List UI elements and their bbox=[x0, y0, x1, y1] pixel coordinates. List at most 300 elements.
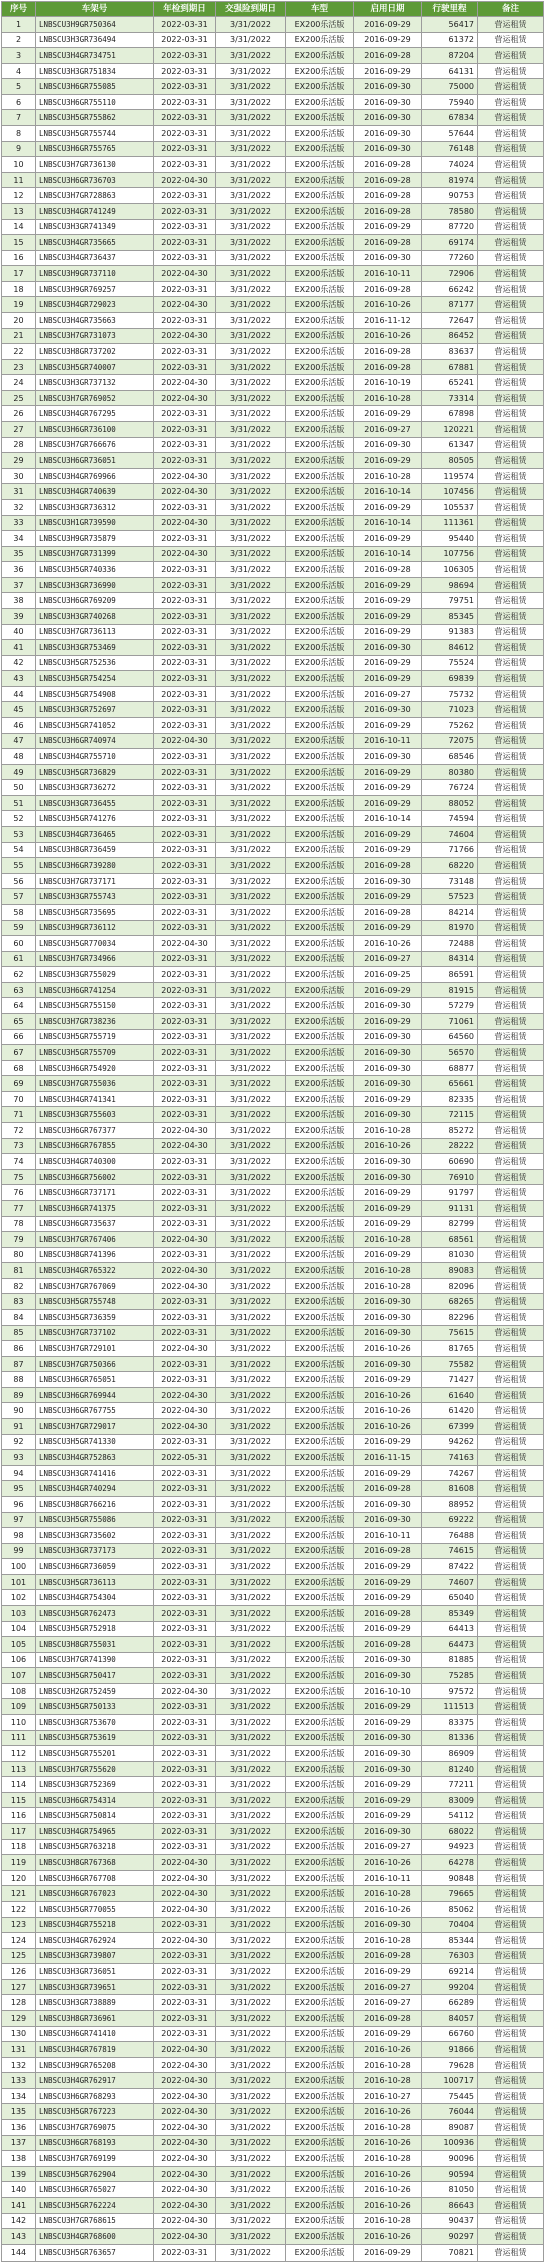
cell-index: 66 bbox=[2, 1029, 36, 1045]
cell-vin: LNBSCU3H6GR767708 bbox=[36, 1870, 154, 1886]
cell-model: EX200乐活版 bbox=[286, 2026, 354, 2042]
cell-start-date: 2016-09-29 bbox=[354, 453, 422, 469]
cell-note: 营运租赁 bbox=[478, 1372, 544, 1388]
cell-vin: LNBSCU3H7GR769199 bbox=[36, 2151, 154, 2167]
cell-note: 营运租赁 bbox=[478, 2088, 544, 2104]
cell-insurance-due: 3/31/2022 bbox=[216, 827, 286, 843]
cell-vin: LNBSCU3H4GR729023 bbox=[36, 297, 154, 313]
cell-note: 营运租赁 bbox=[478, 873, 544, 889]
cell-insurance-due: 3/31/2022 bbox=[216, 2151, 286, 2167]
cell-insurance-due: 3/31/2022 bbox=[216, 2244, 286, 2261]
cell-note: 营运租赁 bbox=[478, 998, 544, 1014]
cell-start-date: 2016-10-26 bbox=[354, 2182, 422, 2198]
cell-index: 112 bbox=[2, 1746, 36, 1762]
cell-index: 138 bbox=[2, 2151, 36, 2167]
cell-note: 营运租赁 bbox=[478, 203, 544, 219]
cell-vin: LNBSCU3H5GR763218 bbox=[36, 1839, 154, 1855]
cell-index: 63 bbox=[2, 982, 36, 998]
cell-start-date: 2016-09-30 bbox=[354, 1294, 422, 1310]
cell-insurance-due: 3/31/2022 bbox=[216, 172, 286, 188]
table-row bbox=[2, 718, 544, 734]
cell-insurance-due: 3/31/2022 bbox=[216, 1232, 286, 1248]
cell-inspection-due: 2022-04-30 bbox=[154, 390, 216, 406]
cell-model: EX200乐活版 bbox=[286, 1091, 354, 1107]
cell-vin: LNBSCU3H9GR735879 bbox=[36, 531, 154, 547]
cell-insurance-due: 3/31/2022 bbox=[216, 889, 286, 905]
cell-model: EX200乐活版 bbox=[286, 1434, 354, 1450]
cell-note: 营运租赁 bbox=[478, 1107, 544, 1123]
table-row bbox=[2, 1356, 544, 1372]
cell-inspection-due: 2022-04-30 bbox=[154, 1387, 216, 1403]
cell-start-date: 2016-09-30 bbox=[354, 702, 422, 718]
cell-model: EX200乐活版 bbox=[286, 577, 354, 593]
cell-index: 82 bbox=[2, 1278, 36, 1294]
table-row bbox=[2, 2011, 544, 2027]
table-row bbox=[2, 531, 544, 547]
table-row bbox=[2, 1309, 544, 1325]
cell-mileage: 65241 bbox=[422, 375, 478, 391]
cell-inspection-due: 2022-03-31 bbox=[154, 1839, 216, 1855]
cell-mileage: 75285 bbox=[422, 1668, 478, 1684]
cell-model: EX200乐活版 bbox=[286, 1169, 354, 1185]
cell-insurance-due: 3/31/2022 bbox=[216, 1870, 286, 1886]
cell-mileage: 65040 bbox=[422, 1590, 478, 1606]
cell-index: 104 bbox=[2, 1621, 36, 1637]
table-row bbox=[2, 1995, 544, 2011]
cell-index: 37 bbox=[2, 577, 36, 593]
cell-note: 营运租赁 bbox=[478, 951, 544, 967]
cell-inspection-due: 2022-03-31 bbox=[154, 1979, 216, 1995]
table-row bbox=[2, 297, 544, 313]
table-row bbox=[2, 1964, 544, 1980]
cell-vin: LNBSCU3H7GR736130 bbox=[36, 157, 154, 173]
cell-note: 营运租赁 bbox=[478, 702, 544, 718]
cell-vin: LNBSCU3H4GR736465 bbox=[36, 827, 154, 843]
cell-vin: LNBSCU3H5GR755719 bbox=[36, 1029, 154, 1045]
table-row bbox=[2, 1465, 544, 1481]
cell-insurance-due: 3/31/2022 bbox=[216, 733, 286, 749]
cell-insurance-due: 3/31/2022 bbox=[216, 1574, 286, 1590]
cell-index: 132 bbox=[2, 2057, 36, 2073]
cell-note: 营运租赁 bbox=[478, 390, 544, 406]
cell-inspection-due: 2022-03-31 bbox=[154, 281, 216, 297]
table-row bbox=[2, 1699, 544, 1715]
cell-vin: LNBSCU3H5GR762473 bbox=[36, 1605, 154, 1621]
cell-vin: LNBSCU3H6GR767855 bbox=[36, 1138, 154, 1154]
cell-note: 营运租赁 bbox=[478, 842, 544, 858]
cell-vin: LNBSCU3H5GR736113 bbox=[36, 1574, 154, 1590]
cell-insurance-due: 3/31/2022 bbox=[216, 79, 286, 95]
cell-note: 营运租赁 bbox=[478, 1746, 544, 1762]
cell-note: 营运租赁 bbox=[478, 157, 544, 173]
table-row bbox=[2, 328, 544, 344]
cell-mileage: 75524 bbox=[422, 655, 478, 671]
cell-insurance-due: 3/31/2022 bbox=[216, 2229, 286, 2245]
table-row bbox=[2, 795, 544, 811]
cell-insurance-due: 3/31/2022 bbox=[216, 1964, 286, 1980]
cell-vin: LNBSCU3H6GR769944 bbox=[36, 1387, 154, 1403]
cell-model: EX200乐活版 bbox=[286, 328, 354, 344]
cell-model: EX200乐活版 bbox=[286, 79, 354, 95]
cell-vin: LNBSCU3H5GR736829 bbox=[36, 764, 154, 780]
cell-start-date: 2016-09-30 bbox=[354, 79, 422, 95]
cell-mileage: 75582 bbox=[422, 1356, 478, 1372]
cell-mileage: 68220 bbox=[422, 858, 478, 874]
cell-inspection-due: 2022-03-31 bbox=[154, 702, 216, 718]
cell-mileage: 90848 bbox=[422, 1870, 478, 1886]
cell-start-date: 2016-09-29 bbox=[354, 577, 422, 593]
vehicle-table bbox=[1, 1, 544, 2262]
table-row bbox=[2, 281, 544, 297]
table-row bbox=[2, 1886, 544, 1902]
table-row bbox=[2, 1325, 544, 1341]
cell-mileage: 82296 bbox=[422, 1309, 478, 1325]
cell-model: EX200乐活版 bbox=[286, 1933, 354, 1949]
table-row bbox=[2, 1216, 544, 1232]
table-row bbox=[2, 1076, 544, 1092]
table-row bbox=[2, 2057, 544, 2073]
cell-model: EX200乐活版 bbox=[286, 2073, 354, 2089]
cell-mileage: 81885 bbox=[422, 1652, 478, 1668]
cell-inspection-due: 2022-04-30 bbox=[154, 468, 216, 484]
cell-insurance-due: 3/31/2022 bbox=[216, 235, 286, 251]
cell-model: EX200乐活版 bbox=[286, 297, 354, 313]
cell-index: 67 bbox=[2, 1045, 36, 1061]
cell-vin: LNBSCU3H4GR768600 bbox=[36, 2229, 154, 2245]
cell-index: 93 bbox=[2, 1450, 36, 1466]
cell-start-date: 2016-09-28 bbox=[354, 172, 422, 188]
cell-note: 营运租赁 bbox=[478, 718, 544, 734]
cell-note: 营运租赁 bbox=[478, 1325, 544, 1341]
cell-inspection-due: 2022-04-30 bbox=[154, 1419, 216, 1435]
cell-inspection-due: 2022-03-31 bbox=[154, 1605, 216, 1621]
cell-insurance-due: 3/31/2022 bbox=[216, 1917, 286, 1933]
cell-start-date: 2016-09-30 bbox=[354, 126, 422, 142]
cell-mileage: 74594 bbox=[422, 811, 478, 827]
cell-inspection-due: 2022-03-31 bbox=[154, 1060, 216, 1076]
cell-start-date: 2016-09-30 bbox=[354, 998, 422, 1014]
cell-start-date: 2016-11-15 bbox=[354, 1450, 422, 1466]
cell-insurance-due: 3/31/2022 bbox=[216, 1029, 286, 1045]
cell-model: EX200乐活版 bbox=[286, 2011, 354, 2027]
cell-start-date: 2016-10-14 bbox=[354, 546, 422, 562]
cell-note: 营运租赁 bbox=[478, 780, 544, 796]
cell-start-date: 2016-10-26 bbox=[354, 1138, 422, 1154]
table-row bbox=[2, 250, 544, 266]
cell-index: 142 bbox=[2, 2213, 36, 2229]
cell-inspection-due: 2022-04-30 bbox=[154, 546, 216, 562]
cell-start-date: 2016-09-30 bbox=[354, 1652, 422, 1668]
table-row bbox=[2, 2166, 544, 2182]
cell-vin: LNBSCU3H3GR752697 bbox=[36, 702, 154, 718]
cell-model: EX200乐活版 bbox=[286, 2166, 354, 2182]
cell-vin: LNBSCU3H6GR736051 bbox=[36, 453, 154, 469]
cell-start-date: 2016-10-26 bbox=[354, 1419, 422, 1435]
cell-index: 30 bbox=[2, 468, 36, 484]
cell-start-date: 2016-10-26 bbox=[354, 328, 422, 344]
cell-note: 营运租赁 bbox=[478, 608, 544, 624]
cell-inspection-due: 2022-04-30 bbox=[154, 733, 216, 749]
cell-inspection-due: 2022-03-31 bbox=[154, 967, 216, 983]
table-row bbox=[2, 406, 544, 422]
cell-index: 10 bbox=[2, 157, 36, 173]
cell-mileage: 66242 bbox=[422, 281, 478, 297]
cell-start-date: 2016-09-27 bbox=[354, 1839, 422, 1855]
cell-mileage: 111513 bbox=[422, 1699, 478, 1715]
cell-note: 营运租赁 bbox=[478, 172, 544, 188]
cell-model: EX200乐活版 bbox=[286, 655, 354, 671]
cell-vin: LNBSCU3H4GR767295 bbox=[36, 406, 154, 422]
cell-start-date: 2016-09-29 bbox=[354, 920, 422, 936]
cell-model: EX200乐活版 bbox=[286, 1979, 354, 1995]
cell-vin: LNBSCU3H6GR768193 bbox=[36, 2135, 154, 2151]
cell-model: EX200乐活版 bbox=[286, 702, 354, 718]
table-row bbox=[2, 1543, 544, 1559]
cell-index: 58 bbox=[2, 904, 36, 920]
table-row bbox=[2, 1496, 544, 1512]
cell-mileage: 84057 bbox=[422, 2011, 478, 2027]
cell-vin: LNBSCU3H7GR737102 bbox=[36, 1325, 154, 1341]
cell-vin: LNBSCU3H4GR735663 bbox=[36, 312, 154, 328]
cell-insurance-due: 3/31/2022 bbox=[216, 1512, 286, 1528]
cell-insurance-due: 3/31/2022 bbox=[216, 1325, 286, 1341]
cell-vin: LNBSCU3H6GR739280 bbox=[36, 858, 154, 874]
cell-index: 141 bbox=[2, 2197, 36, 2213]
table-row bbox=[2, 1263, 544, 1279]
table-row bbox=[2, 2026, 544, 2042]
cell-insurance-due: 3/31/2022 bbox=[216, 1901, 286, 1917]
cell-mileage: 71427 bbox=[422, 1372, 478, 1388]
cell-note: 营运租赁 bbox=[478, 811, 544, 827]
cell-inspection-due: 2022-05-31 bbox=[154, 1450, 216, 1466]
cell-index: 130 bbox=[2, 2026, 36, 2042]
cell-index: 62 bbox=[2, 967, 36, 983]
cell-model: EX200乐活版 bbox=[286, 1668, 354, 1684]
cell-model: EX200乐活版 bbox=[286, 1232, 354, 1248]
cell-index: 113 bbox=[2, 1761, 36, 1777]
cell-start-date: 2016-09-29 bbox=[354, 1559, 422, 1575]
cell-inspection-due: 2022-03-31 bbox=[154, 1715, 216, 1731]
table-row bbox=[2, 702, 544, 718]
table-row bbox=[2, 967, 544, 983]
cell-mileage: 71061 bbox=[422, 1014, 478, 1030]
cell-mileage: 81765 bbox=[422, 1341, 478, 1357]
header-index: 序号 bbox=[2, 2, 36, 17]
cell-vin: LNBSCU3H6GR741254 bbox=[36, 982, 154, 998]
cell-index: 122 bbox=[2, 1901, 36, 1917]
cell-mileage: 106305 bbox=[422, 562, 478, 578]
cell-note: 营运租赁 bbox=[478, 795, 544, 811]
cell-start-date: 2016-09-30 bbox=[354, 1029, 422, 1045]
cell-index: 46 bbox=[2, 718, 36, 734]
cell-index: 73 bbox=[2, 1138, 36, 1154]
cell-model: EX200乐活版 bbox=[286, 936, 354, 952]
cell-insurance-due: 3/31/2022 bbox=[216, 1247, 286, 1263]
cell-model: EX200乐活版 bbox=[286, 1465, 354, 1481]
cell-note: 营运租赁 bbox=[478, 577, 544, 593]
cell-note: 营运租赁 bbox=[478, 1668, 544, 1684]
table-row bbox=[2, 1091, 544, 1107]
cell-vin: LNBSCU3H4GR740300 bbox=[36, 1154, 154, 1170]
cell-index: 22 bbox=[2, 344, 36, 360]
cell-insurance-due: 3/31/2022 bbox=[216, 32, 286, 48]
cell-mileage: 74607 bbox=[422, 1574, 478, 1590]
cell-inspection-due: 2022-03-31 bbox=[154, 203, 216, 219]
cell-vin: LNBSCU3H7GR755036 bbox=[36, 1076, 154, 1092]
cell-vin: LNBSCU3H5GR735695 bbox=[36, 904, 154, 920]
table-row bbox=[2, 842, 544, 858]
cell-mileage: 71023 bbox=[422, 702, 478, 718]
cell-start-date: 2016-10-11 bbox=[354, 266, 422, 282]
cell-inspection-due: 2022-03-31 bbox=[154, 1247, 216, 1263]
cell-note: 营运租赁 bbox=[478, 904, 544, 920]
table-row bbox=[2, 562, 544, 578]
cell-insurance-due: 3/31/2022 bbox=[216, 1341, 286, 1357]
cell-inspection-due: 2022-03-31 bbox=[154, 1528, 216, 1544]
cell-inspection-due: 2022-03-31 bbox=[154, 1107, 216, 1123]
cell-insurance-due: 3/31/2022 bbox=[216, 2166, 286, 2182]
cell-model: EX200乐活版 bbox=[286, 873, 354, 889]
cell-note: 营运租赁 bbox=[478, 1076, 544, 1092]
cell-vin: LNBSCU3H8GR736459 bbox=[36, 842, 154, 858]
cell-start-date: 2016-10-26 bbox=[354, 1403, 422, 1419]
cell-model: EX200乐活版 bbox=[286, 1792, 354, 1808]
cell-insurance-due: 3/31/2022 bbox=[216, 2011, 286, 2027]
cell-insurance-due: 3/31/2022 bbox=[216, 718, 286, 734]
cell-start-date: 2016-09-30 bbox=[354, 1668, 422, 1684]
header-model: 车型 bbox=[286, 2, 354, 17]
cell-index: 26 bbox=[2, 406, 36, 422]
cell-insurance-due: 3/31/2022 bbox=[216, 2042, 286, 2058]
cell-insurance-due: 3/31/2022 bbox=[216, 1045, 286, 1061]
cell-start-date: 2016-09-29 bbox=[354, 2026, 422, 2042]
cell-insurance-due: 3/31/2022 bbox=[216, 1278, 286, 1294]
cell-mileage: 75445 bbox=[422, 2088, 478, 2104]
cell-mileage: 61347 bbox=[422, 437, 478, 453]
cell-index: 98 bbox=[2, 1528, 36, 1544]
cell-vin: LNBSCU3H6GR769209 bbox=[36, 593, 154, 609]
cell-insurance-due: 3/31/2022 bbox=[216, 1387, 286, 1403]
cell-insurance-due: 3/31/2022 bbox=[216, 1855, 286, 1871]
cell-mileage: 85345 bbox=[422, 608, 478, 624]
cell-insurance-due: 3/31/2022 bbox=[216, 655, 286, 671]
cell-start-date: 2016-09-29 bbox=[354, 718, 422, 734]
cell-vin: LNBSCU3H4GR734751 bbox=[36, 48, 154, 64]
cell-note: 营运租赁 bbox=[478, 967, 544, 983]
cell-vin: LNBSCU3H5GR741052 bbox=[36, 718, 154, 734]
cell-inspection-due: 2022-03-31 bbox=[154, 686, 216, 702]
cell-start-date: 2016-09-27 bbox=[354, 686, 422, 702]
cell-insurance-due: 3/31/2022 bbox=[216, 141, 286, 157]
cell-index: 42 bbox=[2, 655, 36, 671]
cell-insurance-due: 3/31/2022 bbox=[216, 2182, 286, 2198]
cell-index: 25 bbox=[2, 390, 36, 406]
cell-model: EX200乐活版 bbox=[286, 2244, 354, 2261]
cell-vin: LNBSCU3H7GR767069 bbox=[36, 1278, 154, 1294]
cell-start-date: 2016-10-28 bbox=[354, 1263, 422, 1279]
cell-inspection-due: 2022-04-30 bbox=[154, 172, 216, 188]
cell-start-date: 2016-09-29 bbox=[354, 1777, 422, 1793]
table-row bbox=[2, 593, 544, 609]
cell-model: EX200乐活版 bbox=[286, 2151, 354, 2167]
cell-start-date: 2016-10-28 bbox=[354, 1123, 422, 1139]
cell-index: 64 bbox=[2, 998, 36, 1014]
cell-index: 92 bbox=[2, 1434, 36, 1450]
table-row bbox=[2, 1060, 544, 1076]
cell-start-date: 2016-09-29 bbox=[354, 1699, 422, 1715]
cell-insurance-due: 3/31/2022 bbox=[216, 967, 286, 983]
cell-inspection-due: 2022-04-30 bbox=[154, 2057, 216, 2073]
cell-index: 47 bbox=[2, 733, 36, 749]
table-row bbox=[2, 344, 544, 360]
cell-index: 11 bbox=[2, 172, 36, 188]
cell-start-date: 2016-09-30 bbox=[354, 1045, 422, 1061]
cell-mileage: 82096 bbox=[422, 1278, 478, 1294]
cell-start-date: 2016-10-28 bbox=[354, 1886, 422, 1902]
cell-mileage: 90096 bbox=[422, 2151, 478, 2167]
cell-start-date: 2016-09-29 bbox=[354, 1808, 422, 1824]
cell-inspection-due: 2022-04-30 bbox=[154, 1870, 216, 1886]
cell-start-date: 2016-09-30 bbox=[354, 1076, 422, 1092]
cell-inspection-due: 2022-03-31 bbox=[154, 1169, 216, 1185]
table-row bbox=[2, 827, 544, 843]
cell-start-date: 2016-09-28 bbox=[354, 48, 422, 64]
cell-vin: LNBSCU3H5GR755862 bbox=[36, 110, 154, 126]
cell-index: 79 bbox=[2, 1232, 36, 1248]
cell-inspection-due: 2022-04-30 bbox=[154, 2151, 216, 2167]
cell-start-date: 2016-09-30 bbox=[354, 1917, 422, 1933]
cell-vin: LNBSCU3H5GR740336 bbox=[36, 562, 154, 578]
cell-mileage: 68561 bbox=[422, 1232, 478, 1248]
cell-start-date: 2016-09-29 bbox=[354, 608, 422, 624]
header-mileage: 行驶里程 bbox=[422, 2, 478, 17]
cell-insurance-due: 3/31/2022 bbox=[216, 94, 286, 110]
cell-start-date: 2016-10-26 bbox=[354, 2229, 422, 2245]
cell-model: EX200乐活版 bbox=[286, 1886, 354, 1902]
cell-note: 营运租赁 bbox=[478, 1045, 544, 1061]
cell-note: 营运租赁 bbox=[478, 562, 544, 578]
cell-note: 营运租赁 bbox=[478, 1777, 544, 1793]
cell-note: 营运租赁 bbox=[478, 686, 544, 702]
cell-inspection-due: 2022-04-30 bbox=[154, 2088, 216, 2104]
cell-insurance-due: 3/31/2022 bbox=[216, 1715, 286, 1731]
cell-index: 28 bbox=[2, 437, 36, 453]
cell-inspection-due: 2022-04-30 bbox=[154, 2182, 216, 2198]
table-row bbox=[2, 998, 544, 1014]
cell-insurance-due: 3/31/2022 bbox=[216, 608, 286, 624]
cell-vin: LNBSCU3H5GR755709 bbox=[36, 1045, 154, 1061]
cell-note: 营运租赁 bbox=[478, 1621, 544, 1637]
table-row bbox=[2, 1107, 544, 1123]
table-row bbox=[2, 1014, 544, 1030]
cell-inspection-due: 2022-03-31 bbox=[154, 1964, 216, 1980]
cell-inspection-due: 2022-03-31 bbox=[154, 1481, 216, 1497]
cell-mileage: 84314 bbox=[422, 951, 478, 967]
table-row bbox=[2, 437, 544, 453]
cell-start-date: 2016-09-27 bbox=[354, 951, 422, 967]
cell-start-date: 2016-09-29 bbox=[354, 1247, 422, 1263]
cell-model: EX200乐活版 bbox=[286, 17, 354, 33]
cell-note: 营运租赁 bbox=[478, 188, 544, 204]
cell-mileage: 91383 bbox=[422, 624, 478, 640]
cell-vin: LNBSCU3H5GR750814 bbox=[36, 1808, 154, 1824]
table-row bbox=[2, 1481, 544, 1497]
cell-note: 营运租赁 bbox=[478, 250, 544, 266]
cell-insurance-due: 3/31/2022 bbox=[216, 2057, 286, 2073]
cell-model: EX200乐活版 bbox=[286, 203, 354, 219]
cell-start-date: 2016-09-29 bbox=[354, 764, 422, 780]
cell-model: EX200乐活版 bbox=[286, 686, 354, 702]
